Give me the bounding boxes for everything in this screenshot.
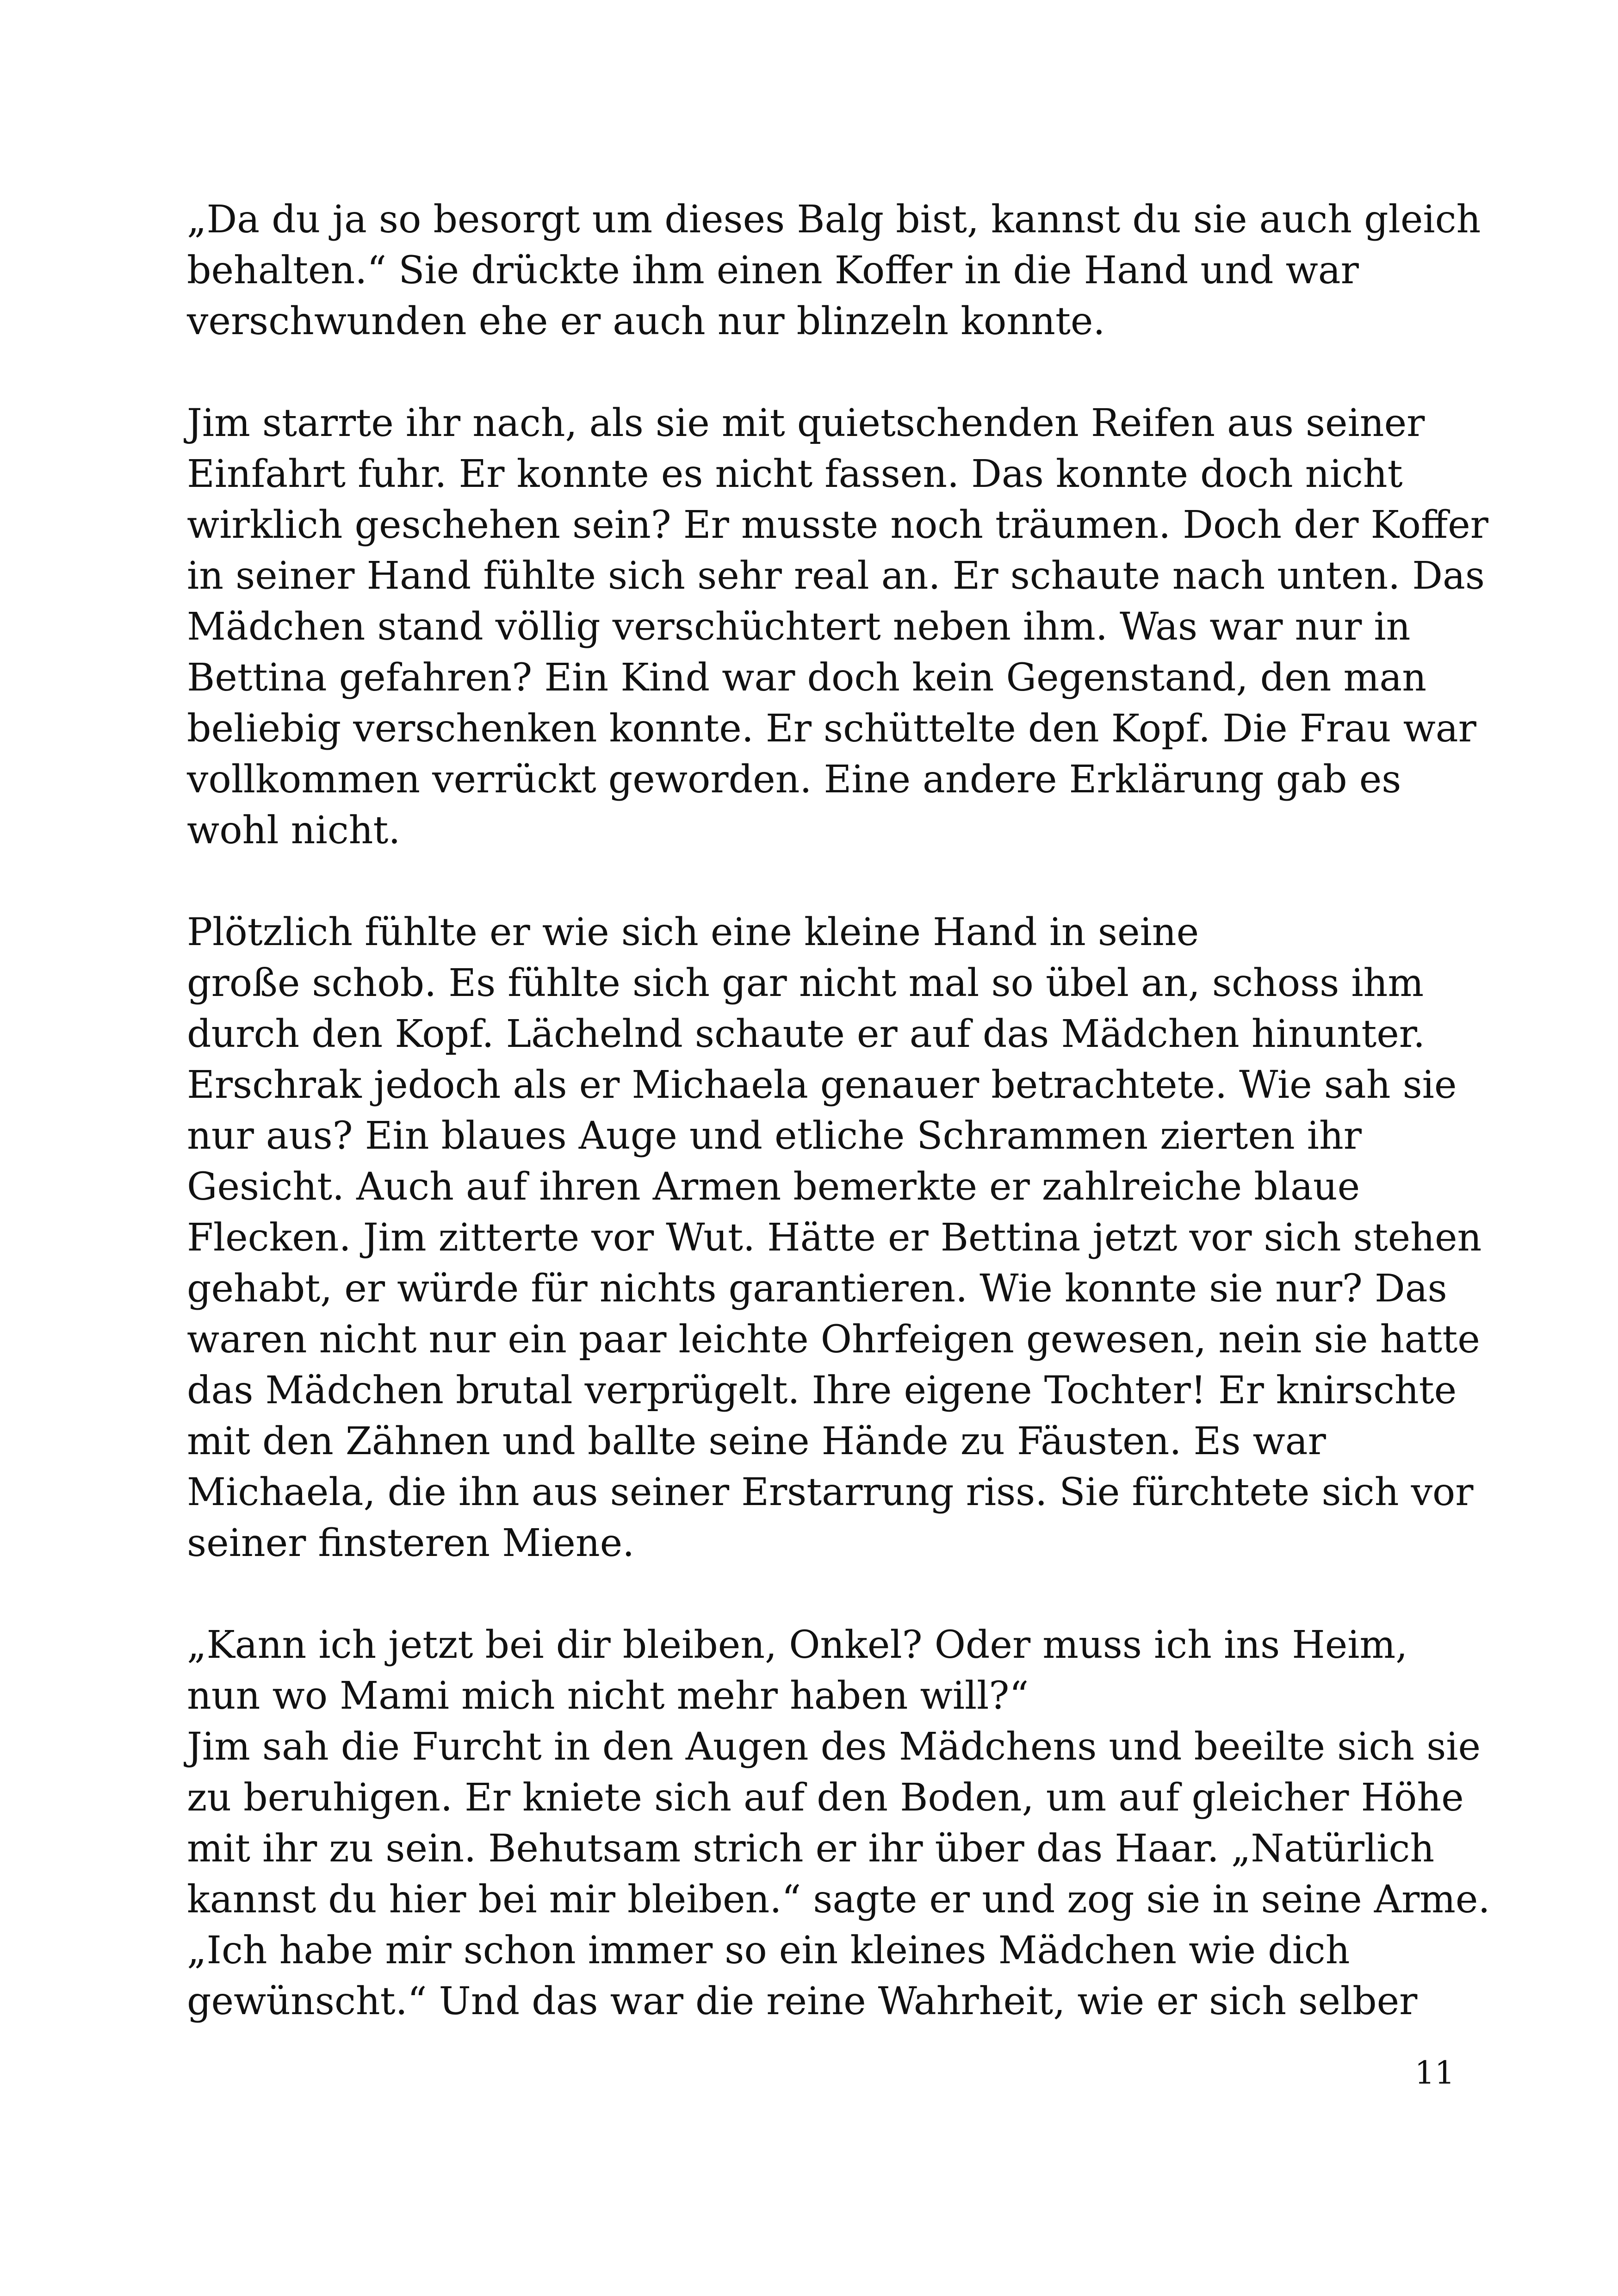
- text-line: Jim starrte ihr nach, als sie mit quietschenden Reifen aus seiner: [187, 401, 1425, 445]
- text-line: Plötzlich fühlte er wie sich eine kleine Hand in seine: [187, 910, 1199, 954]
- text-line: Erschrak jedoch als er Michaela genauer betrachtete. Wie sah sie: [187, 1063, 1457, 1107]
- text-line: Bettina gefahren? Ein Kind war doch kein Gegenstand, den man: [187, 656, 1427, 700]
- text-line: vollkommen verrückt geworden. Eine andere Erklärung gab es: [187, 758, 1401, 802]
- text-line: Einfahrt fuhr. Er konnte es nicht fassen. Das konnte doch nicht: [187, 452, 1403, 496]
- text-line: in seiner Hand fühlte sich sehr real an. Er schaute nach unten. Das: [187, 554, 1485, 598]
- text-line: behalten.“ Sie drückte ihm einen Koffer in die Hand und war: [187, 249, 1359, 292]
- text-line: beliebig verschenken konnte. Er schüttelte den Kopf. Die Frau war: [187, 707, 1476, 751]
- page-body-text: [187, 194, 1490, 2027]
- text-line: große schob. Es fühlte sich gar nicht mal so übel an, schoss ihm: [187, 961, 1424, 1005]
- text-line: kannst du hier bei mir bleiben.“ sagte er und zog sie in seine Arme.: [187, 1878, 1490, 1922]
- text-line: wirklich geschehen sein? Er musste noch träumen. Doch der Koffer: [187, 503, 1488, 547]
- text-line: nun wo Mami mich nicht mehr haben will?“: [187, 1674, 1029, 1718]
- paragraph: [187, 194, 1481, 347]
- text-line: „Kann ich jetzt bei dir bleiben, Onkel? Oder muss ich ins Heim,: [187, 1623, 1408, 1667]
- text-line: Mädchen stand völlig verschüchtert neben ihm. Was war nur in: [187, 605, 1411, 649]
- text-line: seiner finsteren Miene.: [187, 1521, 635, 1565]
- text-line: Jim sah die Furcht in den Augen des Mädchens und beeilte sich sie: [187, 1725, 1481, 1769]
- text-line: das Mädchen brutal verprügelt. Ihre eigene Tochter! Er knirschte: [187, 1369, 1457, 1412]
- text-line: „Da du ja so besorgt um dieses Balg bist, kannst du sie auch gleich: [187, 198, 1481, 242]
- text-line: wohl nicht.: [187, 809, 401, 852]
- text-line: waren nicht nur ein paar leichte Ohrfeigen gewesen, nein sie hatte: [187, 1318, 1480, 1362]
- page-number: 11: [1414, 2055, 1455, 2091]
- text-line: verschwunden ehe er auch nur blinzeln konnte.: [187, 299, 1105, 343]
- text-line: mit den Zähnen und ballte seine Hände zu Fäusten. Es war: [187, 1419, 1326, 1463]
- text-line: zu beruhigen. Er kniete sich auf den Boden, um auf gleicher Höhe: [187, 1776, 1464, 1820]
- paragraph: [187, 1620, 1490, 2027]
- text-line: durch den Kopf. Lächelnd schaute er auf das Mädchen hinunter.: [187, 1012, 1426, 1056]
- text-line: nur aus? Ein blaues Auge und etliche Schrammen zierten ihr: [187, 1114, 1362, 1158]
- text-line: mit ihr zu sein. Behutsam strich er ihr über das Haar. „Natürlich: [187, 1827, 1435, 1871]
- text-line: Flecken. Jim zitterte vor Wut. Hätte er Bettina jetzt vor sich stehen: [187, 1216, 1482, 1260]
- paragraph: [187, 907, 1482, 1569]
- text-line: Michaela, die ihn aus seiner Erstarrung riss. Sie fürchtete sich vor: [187, 1470, 1474, 1514]
- text-line: „Ich habe mir schon immer so ein kleines Mädchen wie dich: [187, 1929, 1350, 1972]
- text-line: gehabt, er würde für nichts garantieren. Wie konnte sie nur? Das: [187, 1267, 1447, 1311]
- paragraph: [187, 398, 1488, 856]
- text-line: gewünscht.“ Und das war die reine Wahrheit, wie er sich selber: [187, 1979, 1418, 2023]
- text-line: Gesicht. Auch auf ihren Armen bemerkte er zahlreiche blaue: [187, 1165, 1360, 1209]
